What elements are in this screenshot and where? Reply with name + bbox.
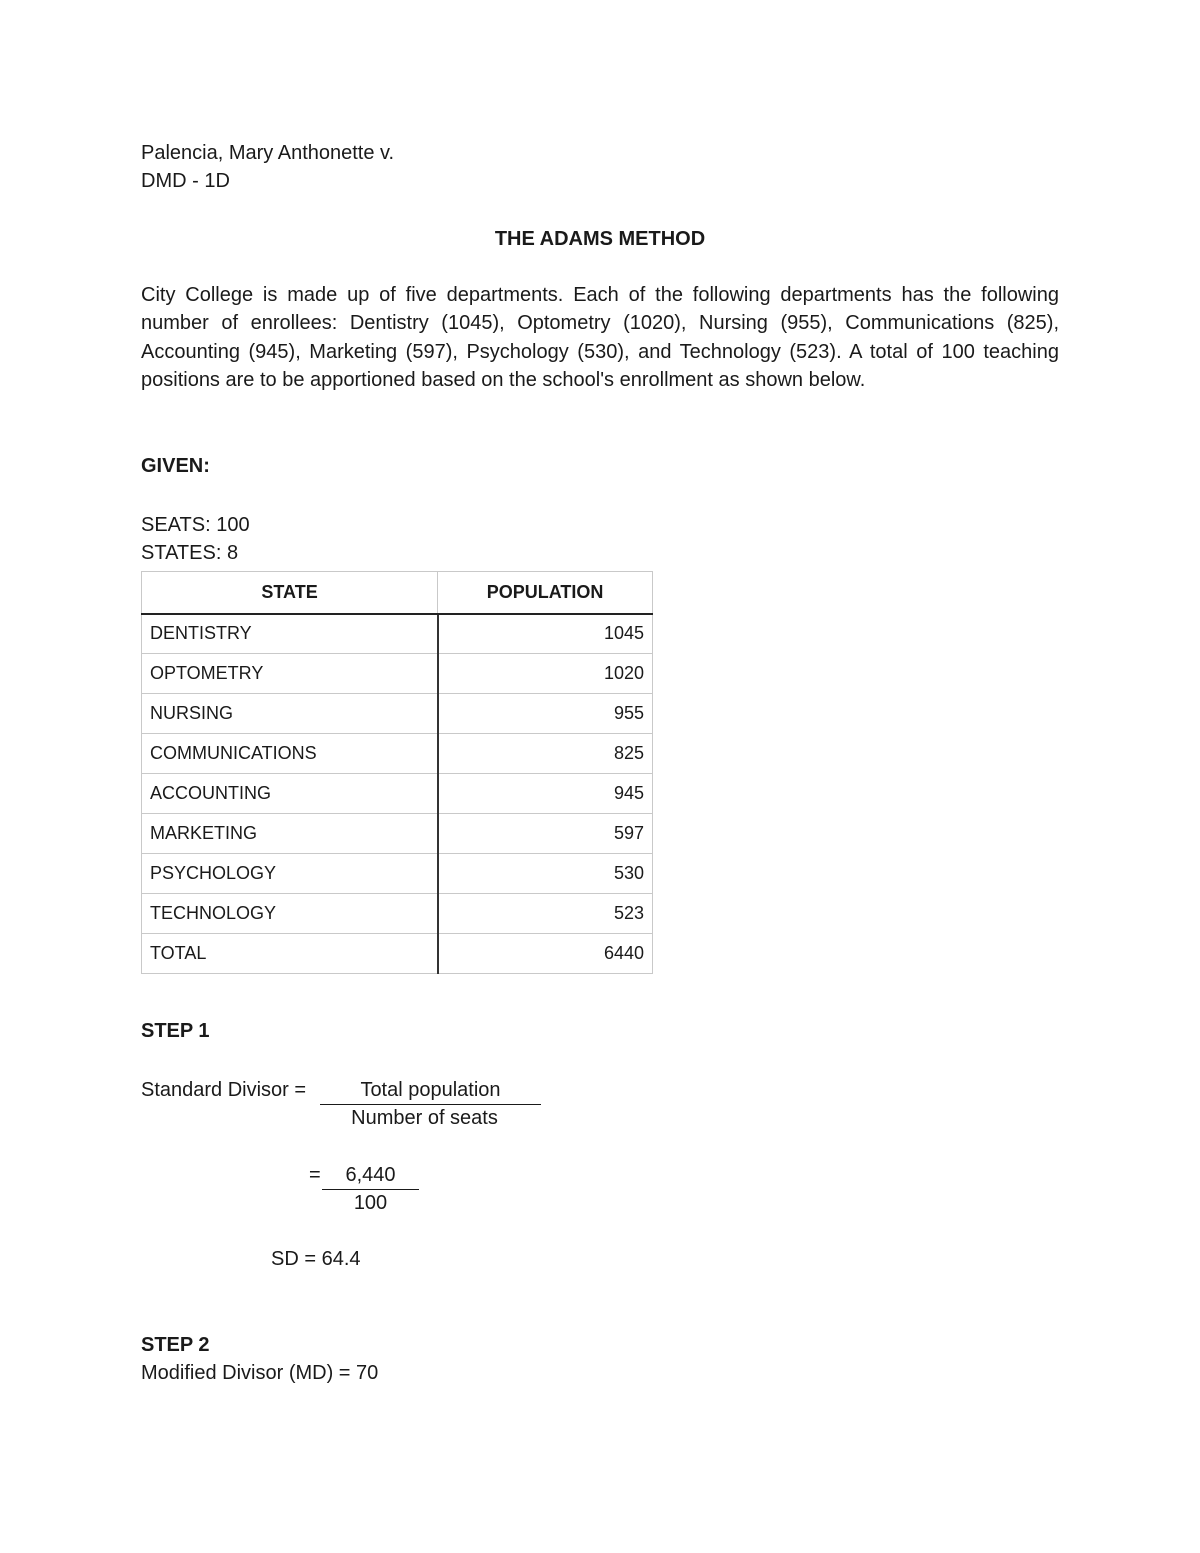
state-cell: TECHNOLOGY	[142, 894, 438, 934]
author-name: Palencia, Mary Anthonette v.	[141, 142, 395, 164]
state-cell: TOTAL	[142, 934, 438, 974]
population-cell: 6440	[438, 934, 653, 974]
table-total-row	[142, 934, 653, 974]
fraction-numerator-value: 6,440	[322, 1161, 419, 1190]
step1-heading: STEP 1	[141, 1020, 210, 1042]
table-row	[142, 654, 653, 694]
table-row	[142, 734, 653, 774]
seats-line: SEATS: 100	[141, 514, 250, 536]
state-cell: ACCOUNTING	[142, 774, 438, 814]
table-row	[142, 614, 653, 654]
section-label: DMD - 1D	[141, 170, 230, 192]
state-cell: DENTISTRY	[142, 614, 438, 654]
standard-divisor-result: SD = 64.4	[271, 1248, 361, 1270]
table-row	[142, 814, 653, 854]
population-cell: 825	[438, 734, 653, 774]
step2-heading: STEP 2	[141, 1334, 210, 1356]
population-table	[141, 571, 653, 974]
table-row	[142, 694, 653, 734]
table-header-row	[142, 572, 653, 614]
population-cell: 1020	[438, 654, 653, 694]
intro-paragraph: City College is made up of five departments. Each of the following departments has the following number of enrollees: Dentistry (1045), Optometry (1020), Nursing (955), Communications (825), Accounting (945), Marketing (597), Psychology (530), and Technology (523). A total of 100 teaching positions are to be apportioned based on the school's enrollment as shown below.	[141, 284, 1059, 391]
state-cell: OPTOMETRY	[142, 654, 438, 694]
states-line: STATES: 8	[141, 542, 239, 564]
standard-divisor-label: Standard Divisor =	[141, 1079, 307, 1101]
table-row	[142, 894, 653, 934]
population-cell: 945	[438, 774, 653, 814]
table-row	[142, 854, 653, 894]
equals-sign: =	[309, 1164, 321, 1186]
modified-divisor-line: Modified Divisor (MD) = 70	[141, 1362, 379, 1384]
document-title: THE ADAMS METHOD	[494, 228, 706, 250]
fraction-denominator-value: 100	[353, 1192, 388, 1214]
state-cell: NURSING	[142, 694, 438, 734]
population-cell: 1045	[438, 614, 653, 654]
population-cell: 523	[438, 894, 653, 934]
population-cell: 955	[438, 694, 653, 734]
given-heading: GIVEN:	[141, 455, 210, 477]
table-row	[142, 774, 653, 814]
fraction-denominator: Number of seats	[351, 1107, 498, 1129]
state-cell: COMMUNICATIONS	[142, 734, 438, 774]
state-cell: PSYCHOLOGY	[142, 854, 438, 894]
fraction-numerator: Total population	[320, 1076, 541, 1105]
column-header-state: STATE	[142, 572, 438, 614]
population-cell: 597	[438, 814, 653, 854]
state-cell: MARKETING	[142, 814, 438, 854]
column-header-population: POPULATION	[438, 572, 653, 614]
population-cell: 530	[438, 854, 653, 894]
